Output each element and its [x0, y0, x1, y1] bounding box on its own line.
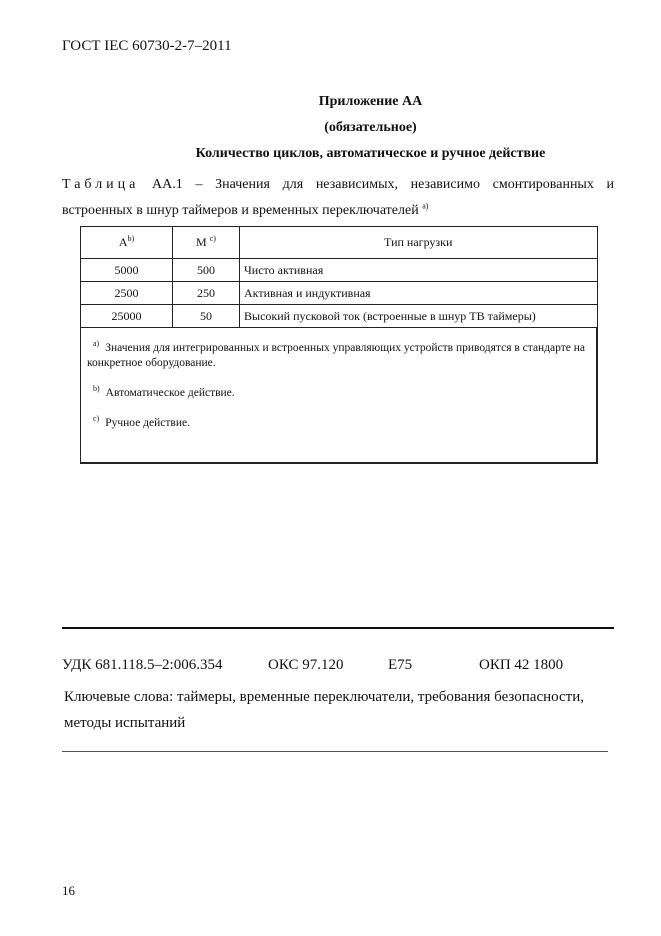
annex-name: Количество циклов, автоматическое и ручное действие [195, 146, 546, 161]
table-header-row [81, 227, 598, 259]
udk-code: УДК 681.118.5–2:006.354 [62, 657, 223, 673]
divider-thin [62, 751, 608, 752]
table-caption-note-mark: a) [422, 201, 429, 211]
annex-title: Приложение АА [318, 94, 423, 109]
table-cell-m: 250 [173, 282, 240, 305]
table-cell-load-type: Активная и индуктивная [240, 282, 598, 305]
divider-thick [62, 627, 614, 629]
footnote-b: $^{b)}$ Автоматическое действие. [93, 383, 235, 399]
table-header-load-type: Тип нагрузки [240, 227, 598, 259]
footnote-a: $^{a)}$ Значения для интегрированных и встроенных управляющих устройств приводятся в стандарте на конкретное оборудование. [87, 339, 586, 369]
table-cell-m: 50 [173, 305, 240, 328]
table-cell-load-type: Чисто активная [240, 259, 598, 282]
table-cell-a: 25000 [81, 305, 173, 328]
table-row [81, 305, 598, 328]
oks-code: ОКС 97.120 [268, 657, 344, 673]
table-cell-m: 500 [173, 259, 240, 282]
cycles-table [80, 226, 598, 464]
table-caption [62, 172, 614, 224]
table-row [81, 282, 598, 305]
document-code-header: ГОСТ IEC 60730-2-7–2011 [62, 38, 232, 54]
table-header-a: $A^{b)}$ [81, 227, 173, 259]
table-cell-a: 2500 [81, 282, 173, 305]
table-cell-a: 5000 [81, 259, 173, 282]
okp-code: ОКП 42 1800 [479, 657, 564, 673]
annex-status: (обязательное) [324, 120, 417, 135]
table-caption-text: АА.1 – Значения для независимых, независимо смонтированных и встроенных в шнур таймеров и временных переключателей [62, 177, 614, 218]
table-row [81, 259, 598, 282]
table-footnotes [81, 328, 598, 464]
footnote-c: $^{c)}$ Ручное действие. [93, 413, 190, 429]
table-cell-load-type: Высокий пусковой ток (встроенные в шнур ТВ таймеры) [240, 305, 598, 328]
table-footnotes-row [81, 328, 598, 464]
table-caption-prefix: Таблица [62, 177, 140, 192]
keywords: Ключевые слова: таймеры, временные переключатели, требования безопасности, методы испытаний [64, 689, 584, 731]
e-code: Е75 [388, 657, 413, 673]
page-number: 16 [62, 883, 75, 898]
table-header-m: M $^{c)}$ [173, 227, 240, 259]
